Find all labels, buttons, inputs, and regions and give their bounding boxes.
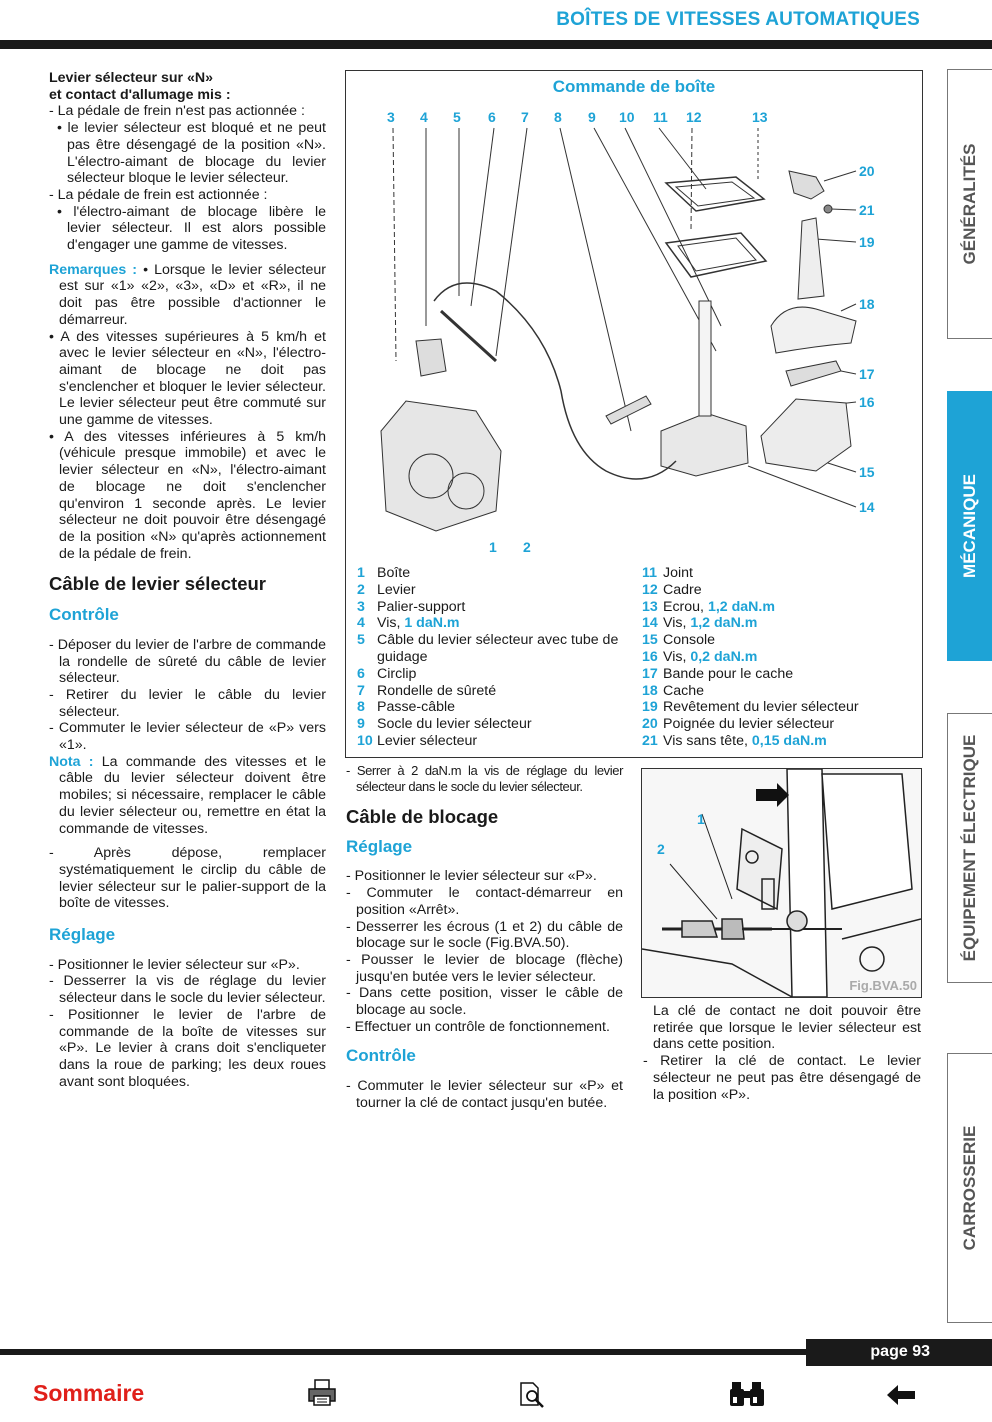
legend-left <box>357 565 627 750</box>
legend-item: 13 Ecrou, 1,2 daN.m <box>642 598 775 615</box>
page-number: page 93 <box>870 1343 930 1360</box>
legend-item: 5 Câble du levier sélecteur avec tube de guidage <box>357 632 619 665</box>
tab-carrosserie[interactable]: CARROSSERIE <box>947 1053 992 1323</box>
paragraph: - La pédale de frein n'est pas actionnée : <box>49 103 305 120</box>
callout-number: 4 <box>420 109 428 125</box>
intro-title-2: et contact d'allumage mis : <box>49 86 231 103</box>
nota-label: Nota : <box>49 753 94 770</box>
callout-number: 15 <box>859 464 875 480</box>
remarks-label: Remarques : <box>49 261 138 278</box>
legend-item: 16 Vis, 0,2 daN.m <box>642 648 758 665</box>
tab-equipement-electrique[interactable]: ÉQUIPEMENT ÉLECTRIQUE <box>947 713 992 983</box>
photo-drawing <box>642 769 921 997</box>
paragraph: - Déposer du levier de l'arbre de commande la rondelle de sûreté du câble de levier sélecteur. <box>49 636 326 687</box>
callout-number: 2 <box>657 841 665 857</box>
callout-number: 17 <box>859 366 875 382</box>
tab-generalites[interactable]: GÉNÉRALITÉS <box>947 69 992 339</box>
legend-item: 12 Cadre <box>642 581 702 598</box>
legend-item: 4 Vis, 1 daN.m <box>357 615 460 632</box>
subsection-title: Réglage <box>49 925 116 945</box>
section-title: Câble de blocage <box>346 806 499 827</box>
figure-title: Commande de boîte <box>552 77 716 96</box>
legend-item: 20 Poignée du levier sélecteur <box>642 716 835 733</box>
callout-number: 5 <box>453 109 461 125</box>
subsection-title: Contrôle <box>49 605 119 625</box>
callout-number: 1 <box>489 539 497 555</box>
paragraph: - Desserrer les écrous (1 et 2) du câble de blocage sur le socle (Fig.BVA.50). <box>346 918 623 952</box>
intro-title: Levier sélecteur sur «N» <box>49 70 214 86</box>
header-rule <box>0 40 992 49</box>
legend-item: 6 Circlip <box>357 665 417 682</box>
paragraph: La clé de contact ne doit pouvoir être retirée que lorsque le levier sélecteur est dans cette position. <box>653 1003 921 1053</box>
paragraph: • A des vitesses supérieures à 5 km/h et avec le levier sélecteur en «N», l'électro-aimant de blocage ne doit pas s'enclencher et bloquer le levier sélecteur. Le levier sélecteur peut être commuté sur une gamme de vitesses. <box>49 328 326 429</box>
photo-fig-bva-50 <box>641 768 922 998</box>
callout-number: 13 <box>752 109 768 125</box>
footer-rule <box>0 1349 806 1355</box>
figure-commande-de-boite <box>345 70 923 758</box>
paragraph: - Commuter le levier sélecteur sur «P» et tourner la clé de contact jusqu'en butée. <box>346 1078 623 1111</box>
paragraph: • A des vitesses inférieures à 5 km/h (véhicule presque immobile) et avec le levier sélecteur en «N», l'électro-aimant de blocage ne doit s'enclencher qu'environ 1 seconde après. Le levier sélecteur ne doit pouvoir être désengagé de la position «N» qu'après actionnement de la pédale de frein. <box>49 428 326 562</box>
legend-item: 14 Vis, 1,2 daN.m <box>642 615 758 632</box>
paragraph: • l'électro-aimant de blocage libère le levier sélecteur. Il est alors possible d'engager une gamme de vitesses. <box>57 203 326 254</box>
tab-mecanique[interactable]: MÉCANIQUE <box>947 391 992 661</box>
legend-item: 3 Palier-support <box>357 598 466 615</box>
legend-item: 21 Vis sans tête, 0,15 daN.m <box>642 732 827 749</box>
paragraph: - Positionner le levier sélecteur sur «P». <box>49 956 300 973</box>
subsection-title: Réglage <box>346 836 413 856</box>
callout-number: 8 <box>554 109 562 125</box>
callout-number: 18 <box>859 296 875 312</box>
middle-column <box>346 763 623 1112</box>
legend-item: 9 Socle du levier sélecteur <box>357 716 532 733</box>
callout-number: 9 <box>588 109 596 125</box>
paragraph: - La pédale de frein est actionnée : <box>49 186 268 203</box>
binoculars-icon[interactable] <box>728 1380 766 1408</box>
callout-number: 6 <box>488 109 496 125</box>
search-document-icon[interactable] <box>518 1381 546 1409</box>
legend-item: 8 Passe-câble <box>357 699 456 716</box>
paragraph: - Desserrer la vis de réglage du levier sélecteur dans le socle du levier sélecteur. <box>49 973 326 1007</box>
paragraph: - Serrer à 2 daN.m la vis de réglage du levier sélecteur dans le socle du levier sélecteur. <box>346 763 623 794</box>
printer-icon[interactable] <box>306 1379 338 1407</box>
paragraph: - Retirer du levier le câble du levier sélecteur. <box>49 686 326 720</box>
legend-item: 18 Cache <box>642 682 705 699</box>
back-arrow-icon[interactable] <box>885 1383 917 1407</box>
legend-item: 17 Bande pour le cache <box>642 665 794 682</box>
callout-number: 11 <box>653 109 668 125</box>
callout-number: 12 <box>686 109 702 125</box>
paragraph: • le levier sélecteur est bloqué et ne peut pas être désengagé de la position «N». L'électro-aimant de blocage du levier sélecteur bloque le levier sélecteur. <box>57 120 326 187</box>
paragraph: - Dans cette position, visser le câble de blocage au socle. <box>346 985 623 1019</box>
chapter-title: BOÎTES DE VITESSES AUTOMATIQUES <box>556 9 920 30</box>
exploded-view-drawing <box>346 71 922 561</box>
page-number-box <box>806 1339 992 1366</box>
legend-item: 19 Revêtement du levier sélecteur <box>642 699 859 716</box>
figure-label: Fig.BVA.50 <box>849 978 917 993</box>
paragraph: - Positionner le levier de l'arbre de commande de la boîte de vitesses sur «P». Le levier à crans doit s'encliqueter dans la roue de parking; les deux roues avant sont bloquées. <box>49 1006 326 1090</box>
subsection-title: Contrôle <box>346 1046 416 1066</box>
callout-number: 19 <box>859 234 875 250</box>
callout-number: 1 <box>697 811 705 827</box>
paragraph: - Commuter le contact-démarreur en position «Arrêt». <box>346 885 623 918</box>
right-column <box>643 1003 921 1103</box>
legend-right <box>642 565 918 750</box>
paragraph: - Commuter le levier sélecteur de «P» vers «1». <box>49 720 326 754</box>
legend-item: 2 Levier <box>357 581 416 598</box>
legend-item: 1 Boîte <box>357 565 411 581</box>
section-title: Câble de levier sélecteur <box>49 573 266 595</box>
paragraph: - Retirer la clé de contact. Le levier sélecteur ne peut pas être désengagé de la position «P». <box>643 1053 921 1103</box>
paragraph: - Effectuer un contrôle de fonctionnement. <box>346 1018 610 1035</box>
legend-item: 7 Rondelle de sûreté <box>357 682 497 699</box>
legend-item: 10 Levier sélecteur <box>357 732 478 749</box>
paragraph: - Pousser le levier de blocage (flèche) jusqu'en butée vers le levier sélecteur. <box>346 951 623 985</box>
legend-item: 15 Console <box>642 632 716 649</box>
callout-number: 20 <box>859 163 875 179</box>
paragraph: - Positionner le levier sélecteur sur «P». <box>346 868 597 885</box>
sommaire-link[interactable]: Sommaire <box>33 1380 145 1406</box>
remarks: Remarques : • Lorsque le levier sélecteur est sur «1» «2», «3», «D» et «R», il ne doit pas être possible d'actionner le démarreur. <box>49 261 326 328</box>
legend-item: 11 Joint <box>642 565 693 581</box>
callout-number: 21 <box>859 202 875 218</box>
callout-number: 3 <box>387 109 395 125</box>
nota: Nota : La commande des vitesses et le câble du levier sélecteur doivent être mobiles; si nécessaire, remplacer le câble du levier sélecteur ou, remettre en état la commande de vitesses. <box>49 753 327 837</box>
callout-number: 14 <box>859 499 875 515</box>
callout-number: 10 <box>619 109 635 125</box>
callout-number: 7 <box>521 109 529 125</box>
callout-number: 16 <box>859 394 875 410</box>
left-column <box>49 70 326 1090</box>
paragraph: - Après dépose, remplacer systématiquement le circlip du câble de levier sélecteur sur le palier-support de la boîte de vitesses. <box>49 845 326 912</box>
callout-number: 2 <box>523 539 531 555</box>
